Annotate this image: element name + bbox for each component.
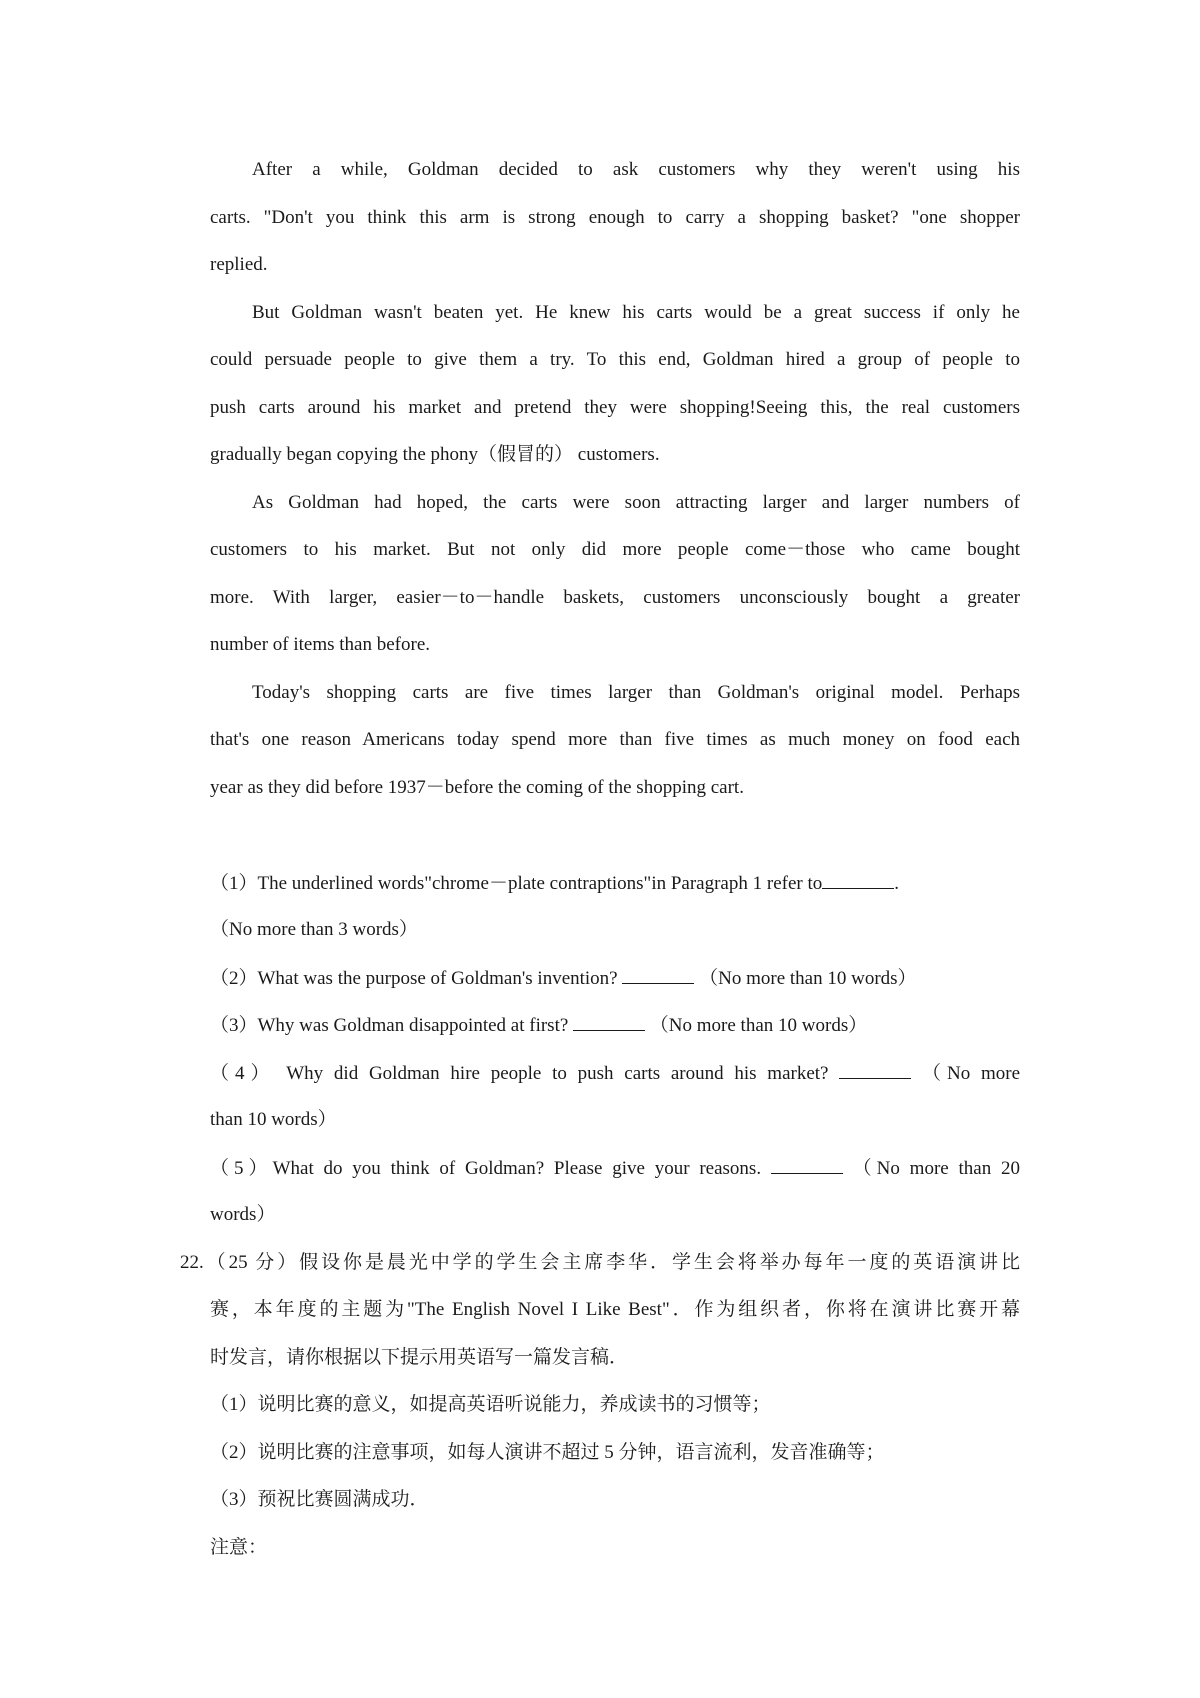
answer-blank-5[interactable] [771, 1153, 843, 1174]
passage-p2-line4: gradually began copying the phony（假冒的） customers. [210, 444, 660, 465]
passage-p3-line3: more. With larger, easier－to－handle baskets, customers unconsciously bought a greater [210, 587, 1020, 608]
answer-blank-1[interactable] [822, 868, 894, 889]
passage-p1-line3: replied. [210, 254, 268, 275]
answer-blank-2[interactable] [622, 963, 694, 984]
writing-note-label: 注意： [210, 1537, 268, 1558]
passage-p4-line1: Today's shopping carts are five times larger than Goldman's original model. Perhaps [252, 682, 1020, 703]
writing-point-2: （2）说明比赛的注意事项，如每人演讲不超过 5 分钟，语言流利，发音准确等； [210, 1442, 885, 1463]
question-5-limit: （No more than 20 [852, 1158, 1020, 1179]
question-3 [210, 1010, 1020, 1040]
passage-p4-line3: year as they did before 1937－before the coming of the shopping cart. [210, 777, 744, 798]
question-3-text: （3）Why was Goldman disappointed at first? [210, 1015, 569, 1036]
question-2-limit: （No more than 10 words） [699, 968, 917, 989]
writing-task-line2: 赛，本年度的主题为"The English Novel I Like Best"．作为组织者，你将在演讲比赛开幕 [210, 1299, 1020, 1320]
question-3-limit: （No more than 10 words） [649, 1015, 868, 1036]
writing-point-1: （1）说明比赛的意义，如提高英语听说能力，养成读书的习惯等； [210, 1394, 771, 1415]
passage-p1-line2: carts. "Don't you think this arm is strong enough to carry a shopping basket? "one shopper [210, 207, 1020, 228]
question-1 [210, 868, 1020, 898]
question-5-limit-cont: words） [210, 1204, 276, 1225]
answer-blank-4[interactable] [839, 1058, 911, 1079]
question-4-limit: （No more [922, 1063, 1021, 1084]
passage-p2-line3: push carts around his market and pretend they were shopping!Seeing this, the real customers [210, 397, 1020, 418]
writing-task-line3: 时发言，请你根据以下提示用英语写一篇发言稿． [210, 1347, 629, 1368]
question-4-text: （4） Why did Goldman hire people to push carts around his market? [210, 1063, 829, 1084]
writing-task-line1: 22.（25 分）假设你是晨光中学的学生会主席李华．学生会将举办每年一度的英语演讲比 [180, 1252, 1020, 1273]
passage-p1-line1: After a while, Goldman decided to ask customers why they weren't using his [252, 159, 1020, 180]
question-2 [210, 963, 1020, 993]
passage-p4-line2: that's one reason Americans today spend more than five times as much money on food each [210, 729, 1020, 750]
passage-p3-line4: number of items than before. [210, 634, 431, 655]
question-5-text: （5）What do you think of Goldman? Please give your reasons. [210, 1158, 762, 1179]
question-4 [210, 1058, 1020, 1088]
passage-p2-line1: But Goldman wasn't beaten yet. He knew his carts would be a great success if only he [252, 302, 1020, 323]
question-1-period: . [894, 873, 899, 894]
question-2-text: （2）What was the purpose of Goldman's invention? [210, 968, 618, 989]
question-5 [210, 1153, 1020, 1183]
passage-p3-line2: customers to his market. But not only did more people come－those who came bought [210, 539, 1020, 560]
question-1-text: （1）The underlined words"chrome－plate contraptions"in Paragraph 1 refer to [210, 873, 823, 894]
question-4-limit-cont: than 10 words） [210, 1109, 337, 1130]
writing-point-3: （3）预祝比赛圆满成功． [210, 1489, 429, 1510]
question-1-limit: （No more than 3 words） [210, 919, 418, 940]
passage-p2-line2: could persuade people to give them a try. To this end, Goldman hired a group of people to [210, 349, 1020, 370]
passage-p3-line1: As Goldman had hoped, the carts were soon attracting larger and larger numbers of [252, 492, 1020, 513]
answer-blank-3[interactable] [573, 1010, 645, 1031]
